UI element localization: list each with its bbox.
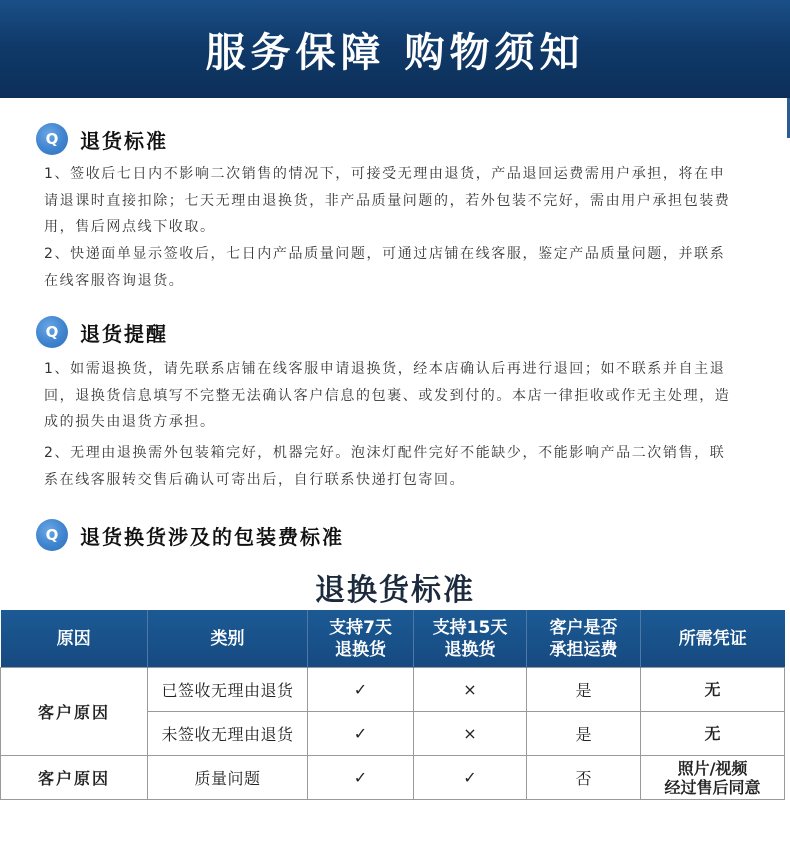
header-line: 承担运费 [549,639,618,660]
section-title: 退货换货涉及的包装费标准 [80,524,344,549]
table-row [1,668,785,712]
proof-cell: 无 [641,712,785,756]
section-header-return-reminder [36,316,168,348]
shipping-cell: 否 [527,756,641,800]
header-category: 类别 [148,610,308,668]
header-seven-day [308,610,414,668]
header-line: 支持7天 [329,617,392,638]
category-cell: 质量问题 [148,756,308,800]
shipping-cell: 是 [527,668,641,712]
section-title: 退货标准 [80,128,168,153]
section-header-packaging-fee [36,519,344,551]
check-icon: ✓ [308,712,414,756]
header-line: 客户是否 [549,617,618,638]
paragraph: 1、签收后七日内不影响二次销售的情况下，可接受无理由退货，产品退回运费需用户承担，将在申请退课时直接扣除；七天无理由退换货，非产品质量问题的，若外包装不完好，需由用户承担包装费用，售后网点线下收取。 [44,166,731,235]
proof-cell [641,756,785,800]
reason-cell: 客户原因 [1,668,148,756]
header-proof: 所需凭证 [641,610,785,668]
category-cell: 已签收无理由退货 [148,668,308,712]
header-line: 退换货 [335,639,386,660]
cross-icon: × [414,668,527,712]
header-banner [0,0,790,98]
header-reason: 原因 [1,610,148,668]
question-icon: Q [36,123,68,155]
question-icon: Q [36,316,68,348]
paragraph: 2、快递面单显示签收后，七日内产品质量问题，可通过店铺在线客服，鉴定产品质量问题，并联系在线客服咨询退货。 [44,246,726,289]
question-icon: Q [36,519,68,551]
section-title: 退货提醒 [80,321,168,346]
table-header-row [1,610,785,668]
proof-line: 照片/视频 [677,758,748,778]
return-standard-table [0,610,785,800]
table-title: 退换货标准 [315,573,475,608]
proof-cell: 无 [641,668,785,712]
header-line: 支持15天 [432,617,508,638]
paragraph: 2、无理由退换需外包装箱完好，机器完好。泡沫灯配件完好不能缺少，不能影响产品二次销售，联系在线客服转交售后确认可寄出后，自行联系快递打包寄回。 [44,445,726,488]
header-shipping [527,610,641,668]
shipping-cell: 是 [527,712,641,756]
check-icon: ✓ [308,668,414,712]
header-fifteen-day [414,610,527,668]
check-icon: ✓ [308,756,414,800]
check-icon: ✓ [414,756,527,800]
paragraph: 1、如需退换货，请先联系店铺在线客服申请退换货，经本店确认后再进行退回；如不联系并自主退回，退换货信息填写不完整无法确认客户信息的包裹、或发到付的。本店一律拒收或作无主处理，造成的损失由退货方承担。 [44,361,731,430]
section-header-return-standard [36,123,168,155]
cross-icon: × [414,712,527,756]
table-row [1,756,785,800]
reason-cell: 客户原因 [1,756,148,800]
category-cell: 未签收无理由退货 [148,712,308,756]
proof-line: 经过售后同意 [664,777,761,797]
header-line: 退换货 [444,639,496,660]
page-title: 服务保障 购物须知 [205,29,585,76]
